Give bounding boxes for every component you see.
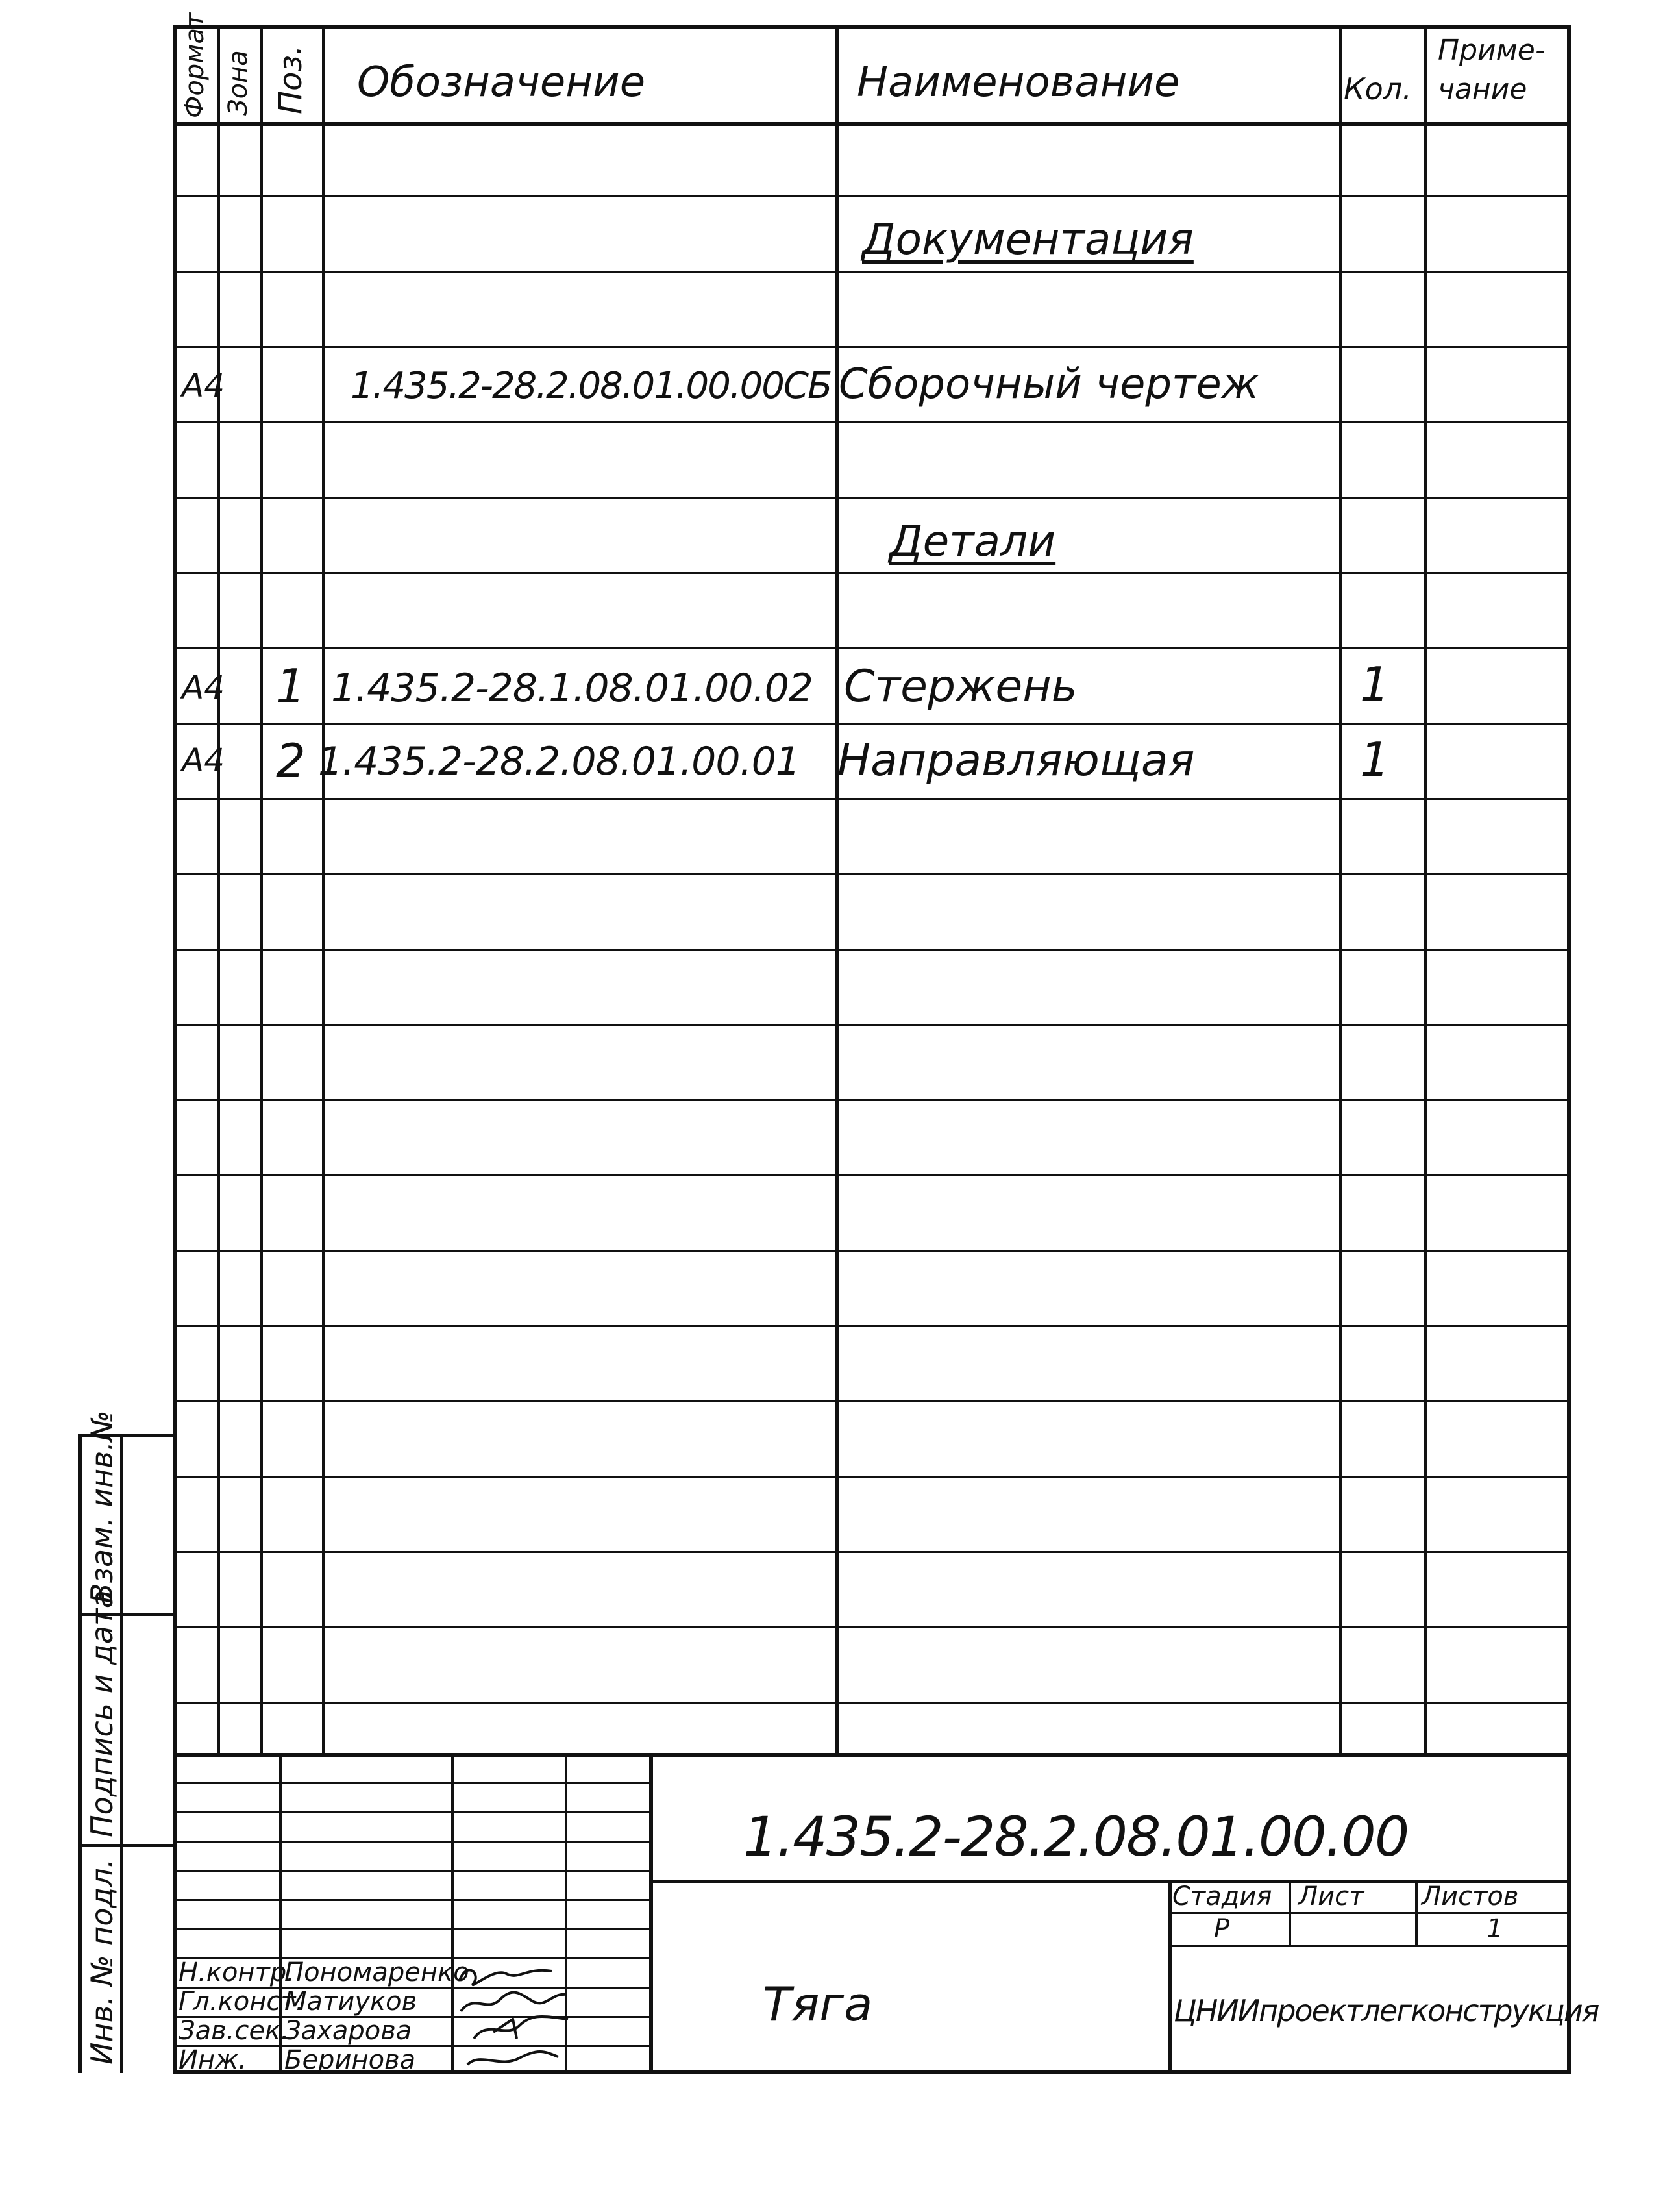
tb-line — [175, 1782, 649, 1784]
row-line — [175, 1099, 1571, 1101]
frame-left — [173, 25, 177, 2073]
row-line — [175, 1325, 1571, 1327]
side-stamp-sign-date: Подпись и дата — [84, 1589, 119, 1837]
stage-label: Стадия — [1172, 1882, 1272, 1911]
tb-line — [175, 1870, 649, 1872]
row-name: Сборочный чертеж — [839, 360, 1259, 408]
sheets-label: Листов — [1422, 1882, 1519, 1911]
row-line — [175, 271, 1571, 273]
row-line — [175, 195, 1571, 197]
row-line — [175, 1250, 1571, 1252]
signer-name: Беринова — [284, 2045, 416, 2075]
tb-col — [649, 1753, 653, 2071]
row-qty: 1 — [1360, 657, 1390, 712]
header-zone: Зона — [223, 50, 253, 116]
header-bottom-border — [175, 122, 1571, 126]
header-note-2: чание — [1438, 73, 1527, 106]
side-stamp-inner — [120, 1434, 123, 2073]
row-line — [175, 1476, 1571, 1478]
tb-line — [175, 1811, 649, 1813]
row-line — [175, 798, 1571, 800]
signer-name: Захарова — [284, 2016, 412, 2046]
table-top-border — [175, 25, 1571, 29]
row-name: Направляющая — [837, 735, 1195, 786]
row-line — [175, 346, 1571, 348]
row-qty: 1 — [1360, 732, 1390, 787]
row-line — [175, 1400, 1571, 1402]
col-sep-zone — [260, 25, 263, 1755]
row-designation: 1.435.2-28.2.08.01.00.01 — [318, 739, 800, 784]
row-pos: 2 — [276, 734, 306, 788]
row-name: Стержень — [844, 661, 1078, 712]
side-stamp-vzam-inv: Взам. инв.№ — [84, 1410, 119, 1604]
row-line — [175, 497, 1571, 499]
row-line — [175, 647, 1571, 649]
sheet-label: Лист — [1298, 1882, 1364, 1911]
signer-name: Матиуков — [284, 1987, 417, 2017]
organization: ЦНИИпроектлегконструкция — [1174, 1993, 1599, 2028]
header-name: Наименование — [857, 58, 1180, 106]
row-line — [175, 421, 1571, 423]
signer-role: Инж. — [179, 2045, 247, 2075]
side-stamp-inv-no: Инв. № подл. — [84, 1858, 119, 2065]
stage-value: Р — [1214, 1914, 1230, 1944]
signer-role: Зав.сек. — [179, 2016, 289, 2046]
row-pos: 1 — [276, 659, 306, 714]
signer-role: Гл.конст. — [179, 1987, 304, 2017]
side-stamp-outer-left — [78, 1434, 82, 2073]
side-stamp-sep — [78, 1844, 175, 1847]
row-line — [175, 873, 1571, 875]
tb-stage-line2 — [1168, 1945, 1571, 1947]
row-line — [175, 949, 1571, 951]
row-format: A4 — [182, 367, 225, 404]
signer-name: Пономаренко — [284, 1957, 469, 1987]
col-sep-pos — [322, 25, 325, 1755]
row-format: A4 — [182, 741, 225, 779]
signer-role: Н.контр. — [179, 1957, 295, 1987]
header-qty: Кол. — [1344, 71, 1412, 106]
row-line — [175, 1024, 1571, 1026]
header-pos: Поз. — [273, 45, 309, 114]
header-format: Формат — [180, 12, 210, 118]
tb-line — [175, 1841, 649, 1843]
row-line — [175, 723, 1571, 725]
signature-image — [454, 1954, 571, 2071]
tb-line — [175, 1928, 649, 1930]
tb-line — [175, 1899, 649, 1901]
col-sep-qty — [1424, 25, 1427, 1755]
title-block-top — [173, 1753, 1571, 1757]
row-line — [175, 1174, 1571, 1176]
document-code: 1.435.2-28.2.08.01.00.00 — [743, 1805, 1409, 1869]
section-parts: Детали — [889, 516, 1056, 566]
sheets-value: 1 — [1486, 1914, 1503, 1944]
row-designation: 1.435.2-28.2.08.01.00.00СБ — [351, 365, 832, 407]
tb-sheet-sep — [1415, 1880, 1418, 1945]
col-sep-format — [217, 25, 220, 1755]
row-line — [175, 1551, 1571, 1553]
row-format: A4 — [182, 669, 225, 706]
row-line — [175, 1702, 1571, 1704]
drawing-title: Тяга — [763, 1977, 873, 2032]
section-documentation: Документация — [862, 214, 1194, 264]
tb-stage-col — [1168, 1880, 1172, 2071]
header-note-1: Приме- — [1438, 34, 1546, 67]
header-designation: Обозначение — [357, 58, 646, 106]
tb-stage-sep — [1289, 1880, 1291, 1945]
frame-right — [1567, 25, 1571, 2073]
col-sep-name — [1339, 25, 1342, 1755]
row-line — [175, 1626, 1571, 1628]
col-sep-designation — [835, 25, 839, 1755]
row-line — [175, 572, 1571, 574]
row-designation: 1.435.2-28.1.08.01.00.02 — [331, 665, 813, 711]
